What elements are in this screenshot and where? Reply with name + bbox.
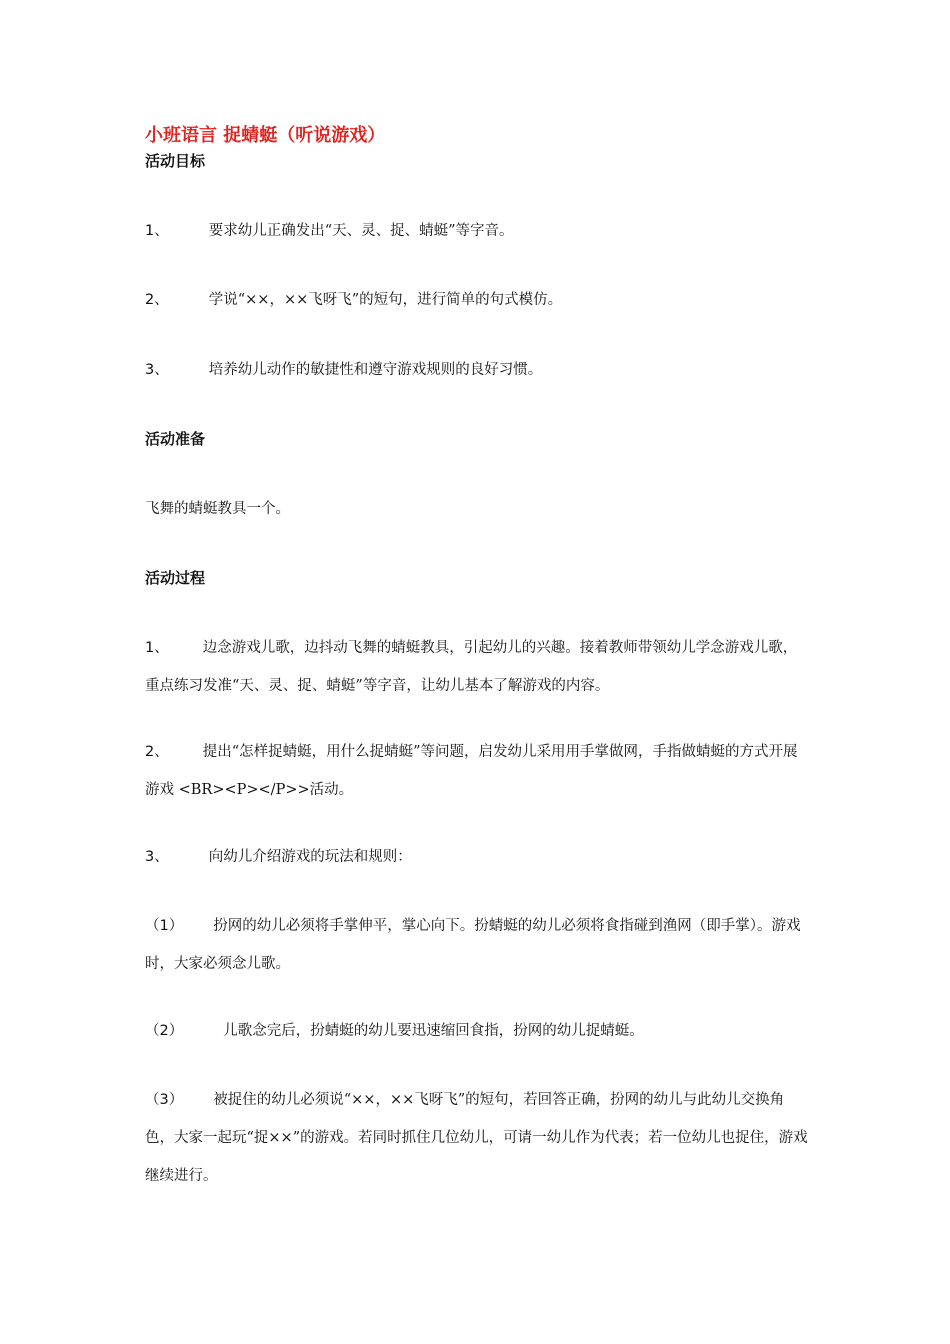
step-number: 3、 — [145, 849, 169, 865]
step-text: 向幼儿介绍游戏的玩法和规则： — [208, 849, 412, 865]
process-heading: 活动过程 — [145, 569, 206, 587]
rule-text: 被捉住的幼儿必须说“××，××飞呀飞”的短句，若回答正确，扮网的幼儿与此幼儿交换角色，大家一起玩“捉××”的游戏。若同时抓住几位幼儿，可请一幼儿作为代表；若一位幼儿也捉住，游戏继续进行。 — [145, 1092, 808, 1184]
rule-number: （1） — [145, 918, 184, 934]
goal-text: 学说“××，××飞呀飞”的短句，进行简单的句式模仿。 — [208, 292, 563, 308]
preparation-text: 飞舞的蜻蜓教具一个。 — [145, 501, 290, 517]
document-title: 小班语言 捉蜻蜓（听说游戏） — [145, 125, 386, 146]
goal-text: 要求幼儿正确发出“天、灵、捉、蜻蜓”等字音。 — [208, 223, 514, 239]
process-step-2 — [145, 733, 810, 809]
goal-item-3 — [145, 351, 810, 389]
rule-item-1 — [145, 907, 810, 983]
rule-text: 扮网的幼儿必须将手掌伸平，掌心向下。扮蜻蜓的幼儿必须将食指碰到渔网（即手掌）。游戏时，大家必须念儿歌。 — [145, 918, 801, 972]
rule-item-2 — [145, 1012, 810, 1050]
rule-item-3 — [145, 1081, 810, 1195]
step-number: 1、 — [145, 640, 169, 656]
rule-number: （3） — [145, 1092, 184, 1108]
process-step-1 — [145, 629, 810, 705]
goal-number: 2、 — [145, 292, 169, 308]
goal-text: 培养幼儿动作的敏捷性和遵守游戏规则的良好习惯。 — [208, 362, 543, 378]
preparation-heading: 活动准备 — [145, 430, 206, 448]
goal-item-1 — [145, 212, 810, 250]
step-text: 边念游戏儿歌，边抖动飞舞的蜻蜓教具，引起幼儿的兴趣。接着教师带领幼儿学念游戏儿歌，重点练习发准“天、灵、捉、蜻蜓”等字音，让幼儿基本了解游戏的内容。 — [145, 640, 798, 694]
rule-text: 儿歌念完后，扮蜻蜓的幼儿要迅速缩回食指，扮网的幼儿捉蜻蜓。 — [223, 1023, 644, 1039]
goal-number: 1、 — [145, 223, 169, 239]
goals-heading: 活动目标 — [145, 152, 206, 170]
step-number: 2、 — [145, 744, 169, 760]
process-step-3 — [145, 838, 810, 876]
step-text: 提出“怎样捉蜻蜓，用什么捉蜻蜓”等问题，启发幼儿采用用手掌做网，手指做蜻蜓的方式开展游戏 <BR><P></P>>活动。 — [145, 744, 798, 798]
rule-number: （2） — [145, 1023, 184, 1039]
goal-item-2 — [145, 281, 810, 319]
goal-number: 3、 — [145, 362, 169, 378]
